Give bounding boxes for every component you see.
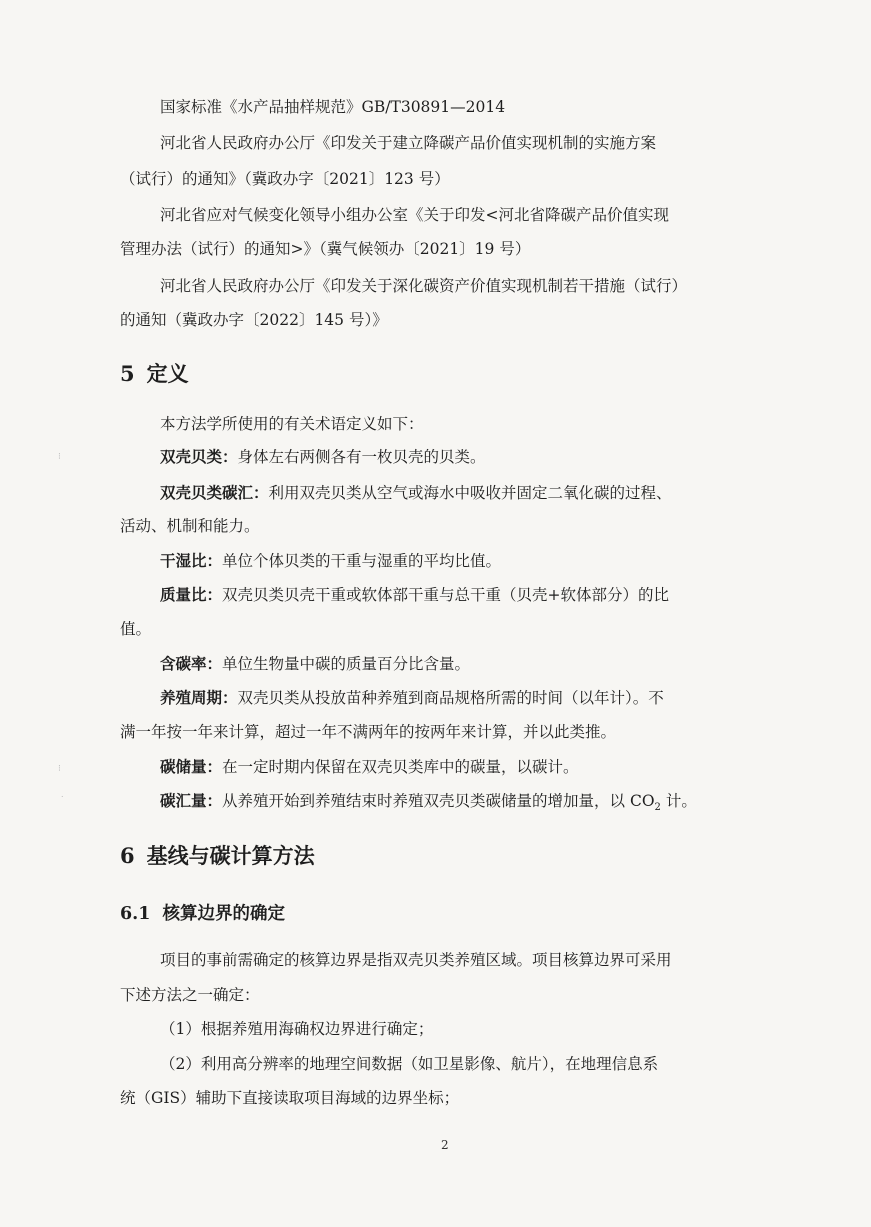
definition-term: 双壳贝类： — [160, 447, 238, 466]
definition-text: 利用双壳贝类从空气或海水中吸收并固定二氧化碳的过程、 — [268, 484, 672, 502]
definition-culture-cycle — [160, 688, 664, 708]
reference-line-5: 管理办法（试行）的通知>》（冀气候领办〔2021〕19 号） — [120, 240, 531, 258]
definition-text: 双壳贝类贝壳干重或软体部干重与总干重（贝壳+软体部分）的比 — [222, 586, 670, 604]
co2-formula: CO — [629, 792, 655, 810]
definition-bivalve-carbon-sink — [160, 483, 672, 503]
definition-term: 干湿比： — [160, 551, 223, 570]
definition-term: 碳汇量： — [160, 791, 223, 810]
co2-subscript: 2 — [654, 802, 661, 814]
section-5-heading — [120, 361, 189, 387]
reference-line-4: 河北省应对气候变化领导小组办公室《关于印发<河北省降碳产品价值实现 — [160, 206, 669, 224]
section-5-title: 定义 — [146, 361, 189, 386]
definition-mass-ratio — [160, 585, 669, 605]
definition-tail: 计。 — [660, 792, 697, 810]
definition-dry-wet-ratio — [160, 551, 501, 571]
definition-bivalve — [160, 447, 486, 467]
method-item-2-cont: 统（GIS）辅助下直接读取项目海域的边界坐标； — [120, 1089, 460, 1107]
definition-continuation: 值。 — [120, 620, 152, 638]
definition-carbon-storage — [160, 757, 579, 777]
reference-line-1: 国家标准《水产品抽样规范》GB/T30891—2014 — [160, 98, 506, 116]
section-6-title: 基线与碳计算方法 — [146, 843, 315, 868]
reference-line-7: 的通知（冀政办字〔2022〕145 号）》 — [120, 311, 388, 329]
section-5-intro: 本方法学所使用的有关术语定义如下： — [160, 415, 424, 433]
definition-term: 双壳贝类碳汇： — [160, 483, 269, 502]
definition-carbon-content — [160, 654, 470, 674]
scan-artifact: ⁝ — [58, 764, 61, 774]
section-6-1-paragraph: 项目的事前需确定的核算边界是指双壳贝类养殖区域。项目核算边界可采用 — [160, 951, 672, 969]
definition-text: 双壳贝类从投放苗种养殖到商品规格所需的时间（以年计）。不 — [237, 689, 664, 707]
reference-line-3: （试行）的通知》（冀政办字〔2021〕123 号） — [120, 170, 450, 188]
reference-line-6: 河北省人民政府办公厅《印发关于深化碳资产价值实现机制若干措施（试行） — [160, 277, 688, 295]
method-item-2: （2）利用高分辨率的地理空间数据（如卫星影像、航片），在地理信息系 — [160, 1055, 659, 1073]
section-6-1-title: 核算边界的确定 — [162, 904, 285, 924]
definition-text: 身体左右两侧各有一枚贝壳的贝类。 — [237, 448, 486, 466]
definition-continuation: 满一年按一年来计算，超过一年不满两年的按两年来计算，并以此类推。 — [120, 723, 617, 741]
definition-continuation: 活动、机制和能力。 — [120, 517, 260, 535]
definition-text: 单位个体贝类的干重与湿重的平均比值。 — [222, 552, 502, 570]
scan-artifact: ⁝ — [58, 452, 61, 462]
method-item-1: （1）根据养殖用海确权边界进行确定； — [160, 1020, 434, 1038]
scan-artifact: ˙ — [60, 796, 65, 806]
definition-term: 养殖周期： — [160, 688, 238, 707]
section-6-heading — [120, 843, 315, 869]
section-6-1-number: 6.1 — [120, 904, 151, 924]
definition-term: 碳储量： — [160, 757, 223, 776]
definition-text: 在一定时期内保留在双壳贝类库中的碳量，以碳计。 — [222, 758, 579, 776]
definition-term: 质量比： — [160, 585, 223, 604]
definition-term: 含碳率： — [160, 654, 223, 673]
section-5-number: 5 — [120, 361, 135, 386]
definition-text: 单位生物量中碳的质量百分比含量。 — [222, 655, 471, 673]
definition-carbon-sink-amount — [160, 791, 697, 818]
section-6-1-paragraph-cont: 下述方法之一确定： — [120, 986, 260, 1004]
section-6-number: 6 — [120, 843, 135, 868]
definition-text: 从养殖开始到养殖结束时养殖双壳贝类碳储量的增加量，以 — [222, 792, 630, 810]
section-6-1-heading — [120, 902, 285, 926]
page-number: 2 — [441, 1138, 449, 1152]
reference-line-2: 河北省人民政府办公厅《印发关于建立降碳产品价值实现机制的实施方案 — [160, 134, 657, 152]
